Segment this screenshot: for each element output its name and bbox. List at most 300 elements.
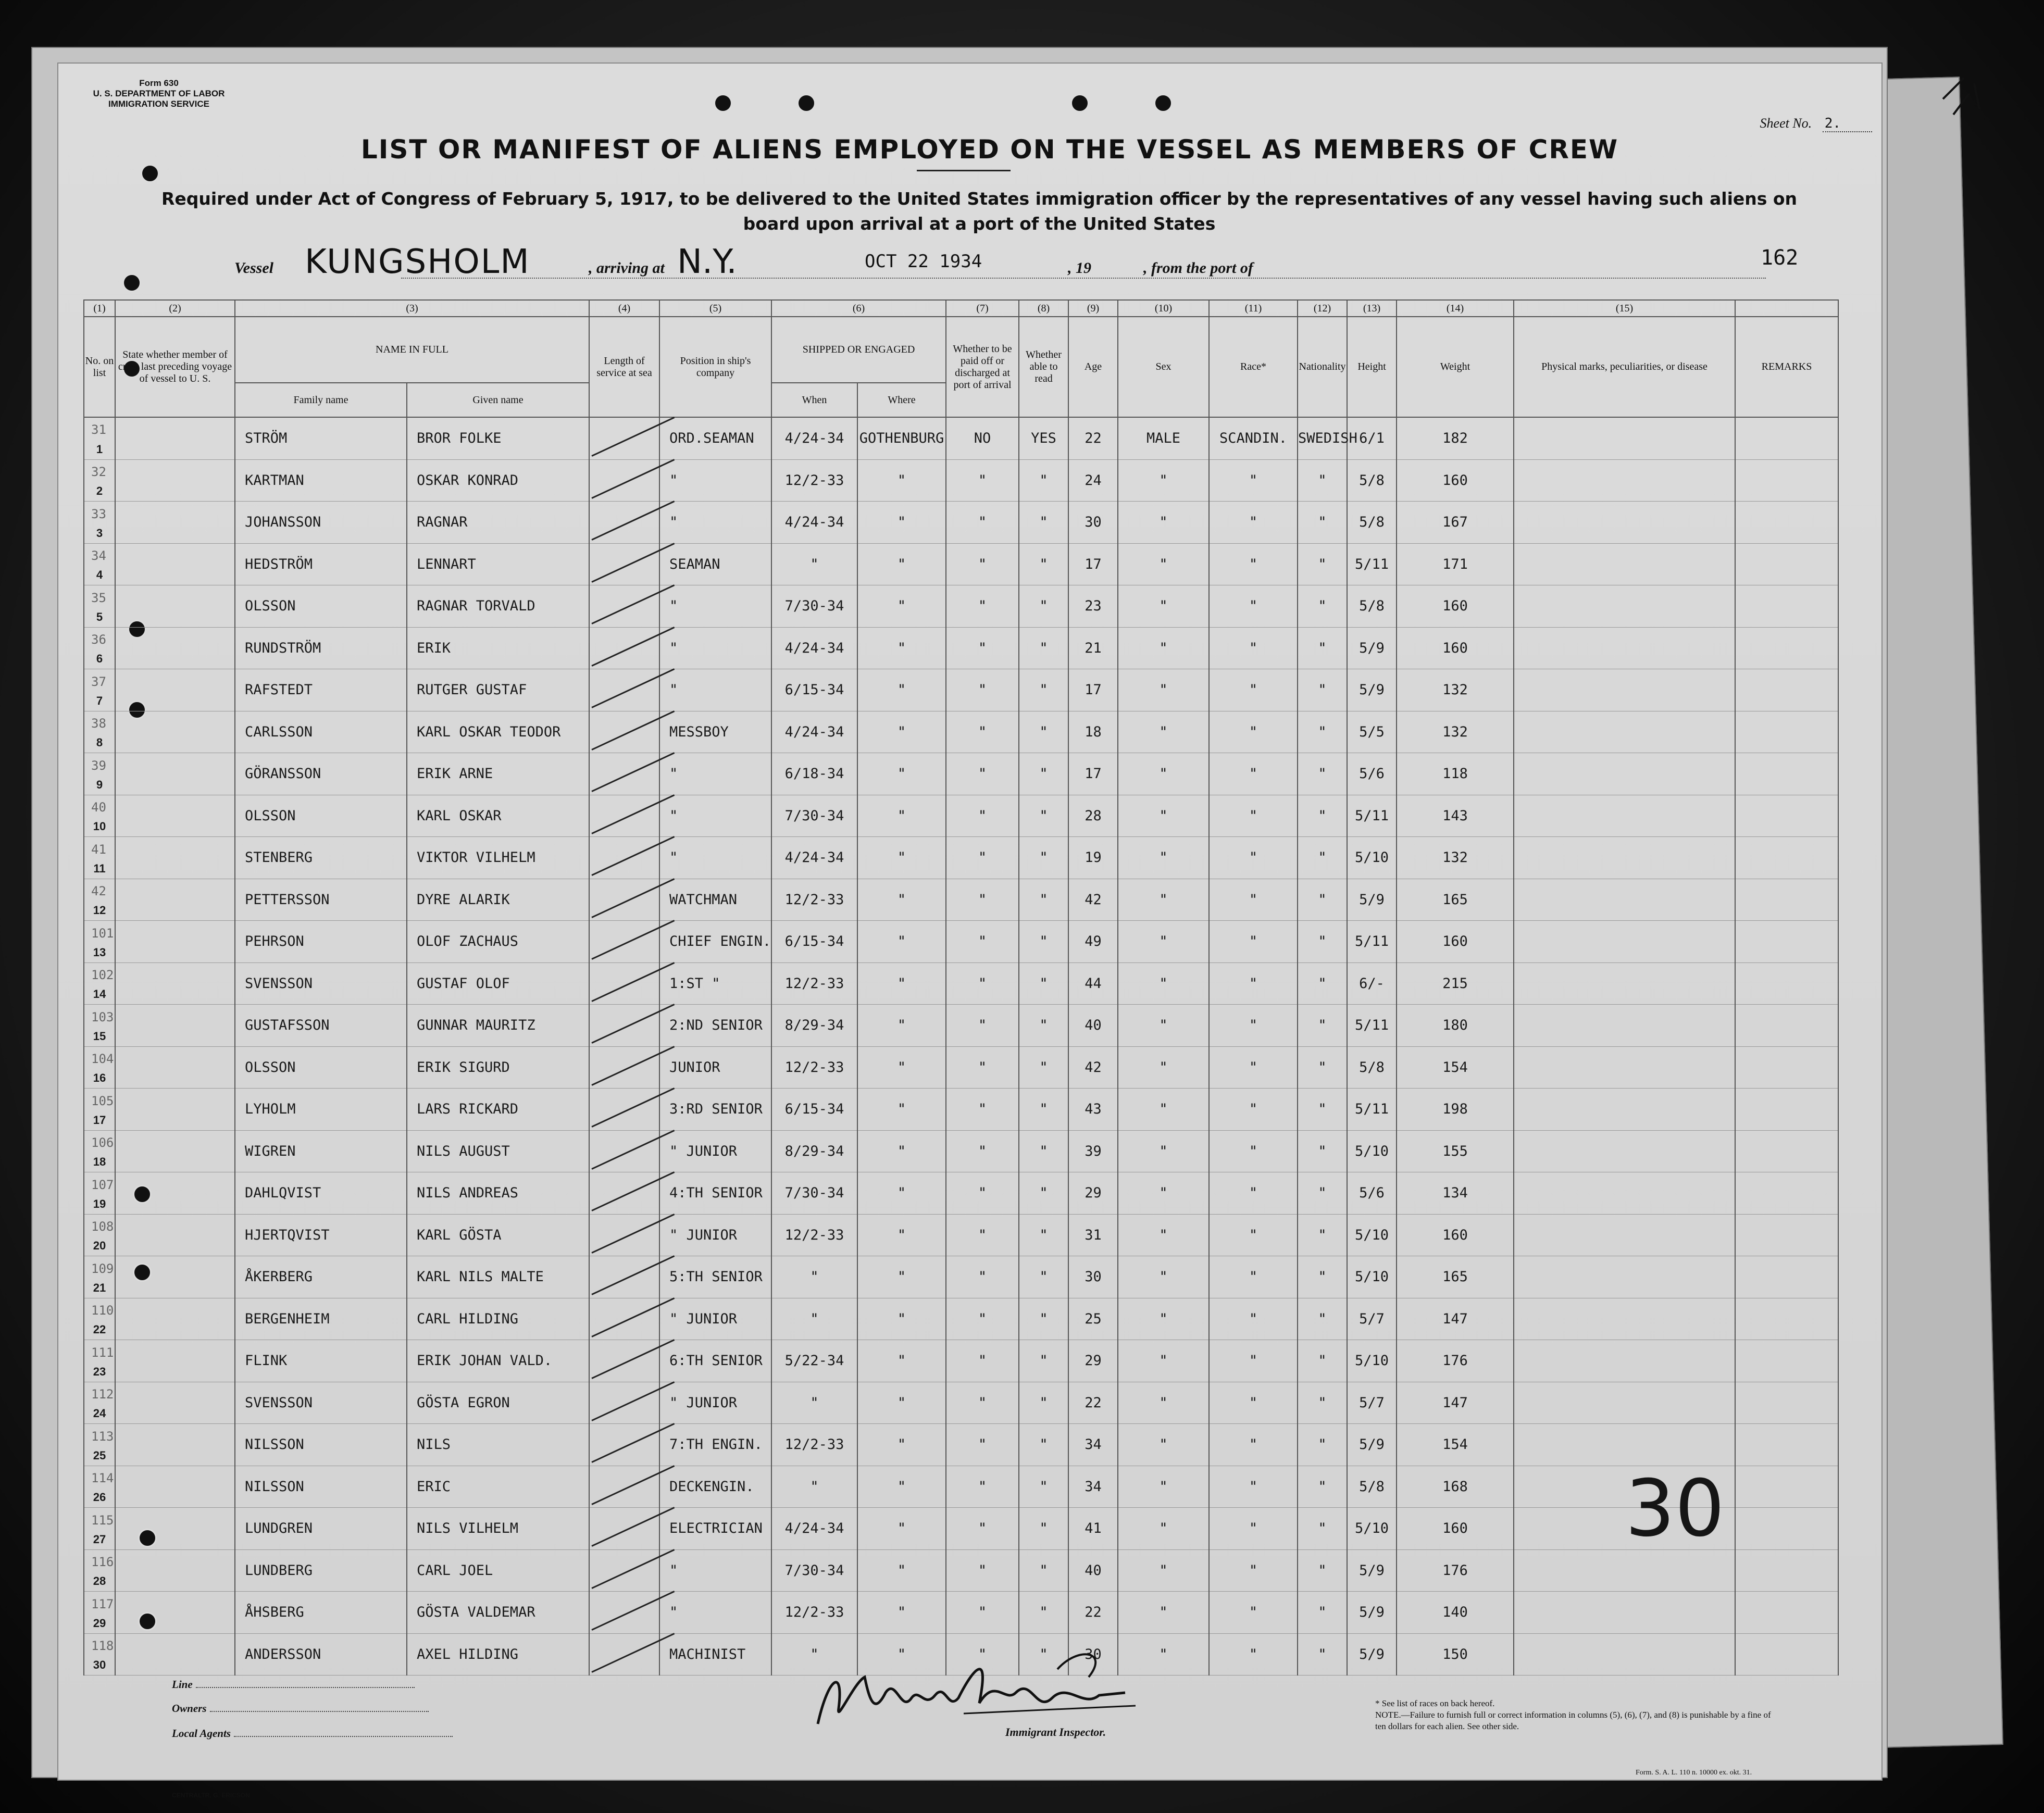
height-cell: 5/11 <box>1347 1005 1397 1047</box>
paid-off-cell: " <box>946 1382 1019 1424</box>
weight-cell: 132 <box>1397 669 1514 711</box>
sex-cell: " <box>1118 669 1209 711</box>
state-whether-cell <box>115 1005 235 1047</box>
remarks-cell <box>1735 1466 1838 1508</box>
row-number-cell: 23 <box>84 1340 115 1382</box>
sex-cell: " <box>1118 627 1209 669</box>
sex-cell: " <box>1118 962 1209 1005</box>
family-name-cell: SVENSSON <box>235 1382 407 1424</box>
header-no-on-list: No. on list <box>84 317 115 417</box>
margin-number: 109 <box>91 1261 114 1276</box>
able-read-cell: " <box>1019 711 1068 753</box>
physical-marks-cell <box>1514 1424 1735 1466</box>
given-name-cell: RUTGER GUSTAF <box>407 669 589 711</box>
sex-cell: " <box>1118 502 1209 544</box>
age-cell: 18 <box>1068 711 1118 753</box>
able-read-cell: " <box>1019 1046 1068 1089</box>
family-name-cell: STRÖM <box>235 417 407 459</box>
state-whether-cell <box>115 921 235 963</box>
position-cell: " <box>659 795 771 837</box>
weight-cell: 150 <box>1397 1633 1514 1676</box>
age-cell: 31 <box>1068 1214 1118 1256</box>
shipped-when-cell: 7/30-34 <box>771 585 857 628</box>
state-whether-cell <box>115 1592 235 1634</box>
age-cell: 44 <box>1068 962 1118 1005</box>
age-cell: 40 <box>1068 1549 1118 1592</box>
position-cell: MACHINIST <box>659 1633 771 1676</box>
margin-number: 33 <box>91 506 106 521</box>
family-name-cell: HEDSTRÖM <box>235 543 407 585</box>
able-read-cell: " <box>1019 1214 1068 1256</box>
shipped-when-cell: 12/2-33 <box>771 1424 857 1466</box>
physical-marks-cell <box>1514 417 1735 459</box>
row-number-cell: 18 <box>84 1130 115 1172</box>
given-name-cell: GUNNAR MAURITZ <box>407 1005 589 1047</box>
shipped-when-cell: 12/2-33 <box>771 1214 857 1256</box>
table-row <box>84 669 1838 711</box>
given-name-cell: CARL JOEL <box>407 1549 589 1592</box>
margin-number: 115 <box>91 1512 114 1528</box>
sex-cell: " <box>1118 543 1209 585</box>
crew-manifest-table <box>83 299 1839 1676</box>
page-code: 162 <box>1761 246 1799 270</box>
table-row <box>84 879 1838 921</box>
physical-marks-cell <box>1514 1214 1735 1256</box>
age-cell: 17 <box>1068 669 1118 711</box>
age-cell: 22 <box>1068 417 1118 459</box>
weight-cell: 154 <box>1397 1046 1514 1089</box>
margin-number: 102 <box>91 968 114 982</box>
physical-marks-cell <box>1514 921 1735 963</box>
height-cell: 5/9 <box>1347 1592 1397 1634</box>
height-cell: 5/9 <box>1347 1424 1397 1466</box>
col-num: (14) <box>1397 300 1514 317</box>
margin-number: 38 <box>91 716 106 731</box>
state-whether-cell <box>115 1046 235 1089</box>
header-weight: Weight <box>1397 317 1514 417</box>
able-read-cell: " <box>1019 962 1068 1005</box>
weight-cell: 134 <box>1397 1172 1514 1215</box>
physical-marks-cell <box>1514 753 1735 795</box>
row-number-cell: 7 <box>84 669 115 711</box>
nationality-cell: " <box>1298 1130 1347 1172</box>
owners-field <box>172 1702 429 1715</box>
physical-marks-cell <box>1514 1298 1735 1340</box>
paid-off-cell: " <box>946 1172 1019 1215</box>
age-cell: 43 <box>1068 1089 1118 1131</box>
shipped-where-cell: " <box>857 962 946 1005</box>
paid-off-cell: " <box>946 1046 1019 1089</box>
weight-cell: 118 <box>1397 753 1514 795</box>
shipped-when-cell: 4/24-34 <box>771 417 857 459</box>
header-family-name: Family name <box>235 383 407 417</box>
family-name-cell: DAHLQVIST <box>235 1172 407 1215</box>
family-name-cell: RUNDSTRÖM <box>235 627 407 669</box>
family-name-cell: RAFSTEDT <box>235 669 407 711</box>
age-cell: 42 <box>1068 879 1118 921</box>
family-name-cell: LUNDGREN <box>235 1508 407 1550</box>
sex-cell: " <box>1118 879 1209 921</box>
weight-cell: 147 <box>1397 1382 1514 1424</box>
able-read-cell: " <box>1019 502 1068 544</box>
vessel-line <box>234 245 1797 281</box>
date-stamp: OCT 22 1934 <box>865 251 982 272</box>
row-number-cell: 6 <box>84 627 115 669</box>
family-name-cell: GUSTAFSSON <box>235 1005 407 1047</box>
shipped-where-cell: " <box>857 753 946 795</box>
sex-cell: " <box>1118 1046 1209 1089</box>
punch-hole <box>1070 94 1089 112</box>
header-state-whether: State whether member of crew last preceding voyage of vessel to U. S. <box>115 317 235 417</box>
remarks-cell <box>1735 1089 1838 1131</box>
able-read-cell: " <box>1019 1089 1068 1131</box>
row-number-cell: 3 <box>84 502 115 544</box>
sheet-number-label: Sheet No. <box>1760 116 1812 131</box>
shipped-where-cell: " <box>857 1466 946 1508</box>
table-row <box>84 837 1838 879</box>
weight-cell: 160 <box>1397 627 1514 669</box>
nationality-cell: " <box>1298 711 1347 753</box>
table-row <box>84 1089 1838 1131</box>
state-whether-cell <box>115 417 235 459</box>
given-name-cell: KARL OSKAR TEODOR <box>407 711 589 753</box>
nationality-cell: " <box>1298 1005 1347 1047</box>
margin-number: 35 <box>91 590 106 605</box>
physical-marks-cell <box>1514 711 1735 753</box>
header-where: Where <box>857 383 946 417</box>
given-name-cell: KARL OSKAR <box>407 795 589 837</box>
remarks-cell <box>1735 1592 1838 1634</box>
shipped-when-cell: " <box>771 543 857 585</box>
height-cell: 5/9 <box>1347 879 1397 921</box>
margin-number: 110 <box>91 1303 114 1318</box>
race-cell: " <box>1209 1340 1298 1382</box>
table-row <box>84 627 1838 669</box>
weight-cell: 176 <box>1397 1549 1514 1592</box>
margin-number: 107 <box>91 1177 114 1192</box>
physical-marks-cell <box>1514 1382 1735 1424</box>
paid-off-cell: " <box>946 1005 1019 1047</box>
table-row <box>84 962 1838 1005</box>
sex-cell: MALE <box>1118 417 1209 459</box>
paid-off-cell: " <box>946 962 1019 1005</box>
row-number-cell: 24 <box>84 1382 115 1424</box>
arriving-label: , arriving at <box>589 259 665 277</box>
shipped-when-cell: 12/2-33 <box>771 1046 857 1089</box>
height-cell: 5/10 <box>1347 1256 1397 1298</box>
shipped-when-cell: 6/15-34 <box>771 921 857 963</box>
family-name-cell: NILSSON <box>235 1424 407 1466</box>
race-cell: " <box>1209 711 1298 753</box>
sex-cell: " <box>1118 1424 1209 1466</box>
shipped-when-cell: 4/24-34 <box>771 711 857 753</box>
nationality-cell: " <box>1298 1424 1347 1466</box>
row-number-cell: 17 <box>84 1089 115 1131</box>
nationality-cell: " <box>1298 1466 1347 1508</box>
state-whether-cell <box>115 1298 235 1340</box>
punch-hole <box>122 273 141 292</box>
col-num: (4) <box>589 300 659 317</box>
state-whether-cell <box>115 1424 235 1466</box>
remarks-cell <box>1735 1046 1838 1089</box>
shipped-when-cell: 5/22-34 <box>771 1340 857 1382</box>
family-name-cell: BERGENHEIM <box>235 1298 407 1340</box>
height-cell: 5/9 <box>1347 669 1397 711</box>
nationality-cell: " <box>1298 1214 1347 1256</box>
weight-cell: 165 <box>1397 1256 1514 1298</box>
height-cell: 5/10 <box>1347 1340 1397 1382</box>
header-given-name: Given name <box>407 383 589 417</box>
weight-cell: 171 <box>1397 543 1514 585</box>
able-read-cell: " <box>1019 879 1068 921</box>
height-cell: 6/1 <box>1347 417 1397 459</box>
race-cell: " <box>1209 543 1298 585</box>
vessel-line-rule <box>401 278 1766 279</box>
age-cell: 34 <box>1068 1424 1118 1466</box>
weight-cell: 154 <box>1397 1424 1514 1466</box>
header-length-service: Length of service at sea <box>589 317 659 417</box>
given-name-cell: GUSTAF OLOF <box>407 962 589 1005</box>
age-cell: 29 <box>1068 1340 1118 1382</box>
height-cell: 5/11 <box>1347 543 1397 585</box>
family-name-cell: FLINK <box>235 1340 407 1382</box>
shipped-when-cell: " <box>771 1633 857 1676</box>
shipped-where-cell: " <box>857 1592 946 1634</box>
age-cell: 17 <box>1068 543 1118 585</box>
row-number-cell: 12 <box>84 879 115 921</box>
shipped-where-cell: " <box>857 795 946 837</box>
row-number-cell: 27 <box>84 1508 115 1550</box>
col-num: (15) <box>1514 300 1735 317</box>
table-row <box>84 1005 1838 1047</box>
header-age: Age <box>1068 317 1118 417</box>
sex-cell: " <box>1118 921 1209 963</box>
physical-marks-cell <box>1514 1256 1735 1298</box>
height-cell: 5/8 <box>1347 1466 1397 1508</box>
paid-off-cell: " <box>946 1508 1019 1550</box>
row-number-cell: 15 <box>84 1005 115 1047</box>
remarks-cell <box>1735 1424 1838 1466</box>
paid-off-cell: " <box>946 1592 1019 1634</box>
remarks-cell <box>1735 1172 1838 1215</box>
position-cell: JUNIOR <box>659 1046 771 1089</box>
position-cell: 3:RD SENIOR <box>659 1089 771 1131</box>
header-physical: Physical marks, peculiarities, or disease <box>1514 317 1735 417</box>
position-cell: MESSBOY <box>659 711 771 753</box>
position-cell: " JUNIOR <box>659 1214 771 1256</box>
height-cell: 5/7 <box>1347 1382 1397 1424</box>
row-number-cell: 16 <box>84 1046 115 1089</box>
position-cell: 7:TH ENGIN. <box>659 1424 771 1466</box>
age-cell: 17 <box>1068 753 1118 795</box>
nationality-cell: " <box>1298 753 1347 795</box>
sheet-number-value: 2. <box>1823 116 1872 132</box>
remarks-cell <box>1735 753 1838 795</box>
row-number-cell: 1 <box>84 417 115 459</box>
table-row <box>84 1382 1838 1424</box>
remarks-cell <box>1735 459 1838 502</box>
shipped-where-cell: " <box>857 627 946 669</box>
sex-cell: " <box>1118 1005 1209 1047</box>
state-whether-cell <box>115 627 235 669</box>
race-cell: " <box>1209 1256 1298 1298</box>
paid-off-cell: " <box>946 669 1019 711</box>
sex-cell: " <box>1118 711 1209 753</box>
height-cell: 5/10 <box>1347 1508 1397 1550</box>
paid-off-cell: " <box>946 627 1019 669</box>
remarks-cell <box>1735 1005 1838 1047</box>
shipped-when-cell: 12/2-33 <box>771 459 857 502</box>
table-row <box>84 711 1838 753</box>
sex-cell: " <box>1118 795 1209 837</box>
age-cell: 30 <box>1068 1633 1118 1676</box>
family-name-cell: SVENSSON <box>235 962 407 1005</box>
sex-cell: " <box>1118 1298 1209 1340</box>
state-whether-cell <box>115 543 235 585</box>
shipped-when-cell: 7/30-34 <box>771 1549 857 1592</box>
row-number-cell: 19 <box>84 1172 115 1215</box>
race-cell: " <box>1209 1424 1298 1466</box>
shipped-when-cell: " <box>771 1256 857 1298</box>
position-cell: 1:ST " <box>659 962 771 1005</box>
state-whether-cell <box>115 1549 235 1592</box>
family-name-cell: STENBERG <box>235 837 407 879</box>
shipped-when-cell: 4/24-34 <box>771 1508 857 1550</box>
col-num: (6) <box>771 300 946 317</box>
paid-off-cell: " <box>946 1633 1019 1676</box>
col-num: (9) <box>1068 300 1118 317</box>
remarks-cell <box>1735 585 1838 628</box>
position-cell: DECKENGIN. <box>659 1466 771 1508</box>
position-cell: CHIEF ENGIN. <box>659 921 771 963</box>
able-read-cell: " <box>1019 1256 1068 1298</box>
weight-cell: 160 <box>1397 1214 1514 1256</box>
able-read-cell: " <box>1019 1466 1068 1508</box>
col-num: (10) <box>1118 300 1209 317</box>
shipped-where-cell: " <box>857 837 946 879</box>
remarks-cell <box>1735 417 1838 459</box>
position-cell: " <box>659 459 771 502</box>
margin-number: 112 <box>91 1387 114 1402</box>
sex-cell: " <box>1118 1130 1209 1172</box>
department: U. S. DEPARTMENT OF LABOR <box>93 89 225 98</box>
race-cell: SCANDIN. <box>1209 417 1298 459</box>
shipped-when-cell: 12/2-33 <box>771 879 857 921</box>
shipped-when-cell: 4/24-34 <box>771 627 857 669</box>
nationality-cell: " <box>1298 1256 1347 1298</box>
sex-cell: " <box>1118 1214 1209 1256</box>
margin-number: 31 <box>91 422 106 437</box>
race-cell: " <box>1209 962 1298 1005</box>
age-cell: 30 <box>1068 1256 1118 1298</box>
able-read-cell: " <box>1019 1549 1068 1592</box>
family-name-cell: GÖRANSSON <box>235 753 407 795</box>
shipped-where-cell: " <box>857 543 946 585</box>
row-number-cell: 2 <box>84 459 115 502</box>
remarks-cell <box>1735 1340 1838 1382</box>
able-read-cell: " <box>1019 627 1068 669</box>
position-cell: WATCHMAN <box>659 879 771 921</box>
table-row <box>84 585 1838 628</box>
col-num: (1) <box>84 300 115 317</box>
row-number-cell: 29 <box>84 1592 115 1634</box>
race-cell: " <box>1209 502 1298 544</box>
shipped-when-cell: " <box>771 1382 857 1424</box>
header-row <box>84 317 1838 383</box>
remarks-cell <box>1735 1256 1838 1298</box>
table-row <box>84 1298 1838 1340</box>
paid-off-cell: " <box>946 585 1019 628</box>
nationality-cell: " <box>1298 837 1347 879</box>
remarks-cell <box>1735 1382 1838 1424</box>
nationality-cell: " <box>1298 585 1347 628</box>
position-cell: ELECTRICIAN <box>659 1508 771 1550</box>
race-cell: " <box>1209 627 1298 669</box>
paid-off-cell: " <box>946 502 1019 544</box>
able-read-cell: " <box>1019 1633 1068 1676</box>
given-name-cell: AXEL HILDING <box>407 1633 589 1676</box>
sex-cell: " <box>1118 1256 1209 1298</box>
age-cell: 22 <box>1068 1592 1118 1634</box>
from-port-label: , from the port of <box>1143 259 1253 277</box>
sex-cell: " <box>1118 1172 1209 1215</box>
age-cell: 23 <box>1068 585 1118 628</box>
note-failure: NOTE.—Failure to furnish full or correct information in columns (5), (6), (7), and (8) is punishable by a fine of ten dollars for each alien. See other side. <box>1375 1710 1771 1731</box>
given-name-cell: VIKTOR VILHELM <box>407 837 589 879</box>
margin-number: 113 <box>91 1429 114 1444</box>
row-number-cell: 13 <box>84 921 115 963</box>
header-able-read: Whether able to read <box>1019 317 1068 417</box>
given-name-cell: NILS <box>407 1424 589 1466</box>
able-read-cell: " <box>1019 1424 1068 1466</box>
given-name-cell: NILS VILHELM <box>407 1508 589 1550</box>
position-cell: " <box>659 627 771 669</box>
margin-number: 111 <box>91 1345 114 1360</box>
shipped-when-cell: 12/2-33 <box>771 962 857 1005</box>
paid-off-cell: " <box>946 879 1019 921</box>
given-name-cell: BROR FOLKE <box>407 417 589 459</box>
nationality-cell: " <box>1298 879 1347 921</box>
given-name-cell: NILS ANDREAS <box>407 1172 589 1215</box>
sex-cell: " <box>1118 1633 1209 1676</box>
nationality-cell: " <box>1298 1172 1347 1215</box>
shipped-where-cell: " <box>857 1382 946 1424</box>
margin-number: 39 <box>91 758 106 773</box>
given-name-cell: KARL GÖSTA <box>407 1214 589 1256</box>
row-number-cell: 10 <box>84 795 115 837</box>
height-cell: 5/9 <box>1347 627 1397 669</box>
sex-cell: " <box>1118 1089 1209 1131</box>
form-number: Form 630 <box>139 78 179 88</box>
margin-number: 117 <box>91 1596 114 1611</box>
age-cell: 22 <box>1068 1382 1118 1424</box>
remarks-cell <box>1735 921 1838 963</box>
nationality-cell: " <box>1298 502 1347 544</box>
header-height: Height <box>1347 317 1397 417</box>
table-row <box>84 1172 1838 1215</box>
table-row <box>84 795 1838 837</box>
race-cell: " <box>1209 1046 1298 1089</box>
header-remarks: REMARKS <box>1735 317 1838 417</box>
remarks-cell <box>1735 502 1838 544</box>
col-num: (7) <box>946 300 1019 317</box>
position-cell: 6:TH SENIOR <box>659 1340 771 1382</box>
shipped-when-cell: 8/29-34 <box>771 1005 857 1047</box>
position-cell: " <box>659 502 771 544</box>
row-number-cell: 11 <box>84 837 115 879</box>
subtitle: Required under Act of Congress of February 5, 1917, to be delivered to the United States immigration officer by the representatives of any vessel having such aliens on board upon arrival at a port of the United States <box>161 189 1798 234</box>
sex-cell: " <box>1118 837 1209 879</box>
